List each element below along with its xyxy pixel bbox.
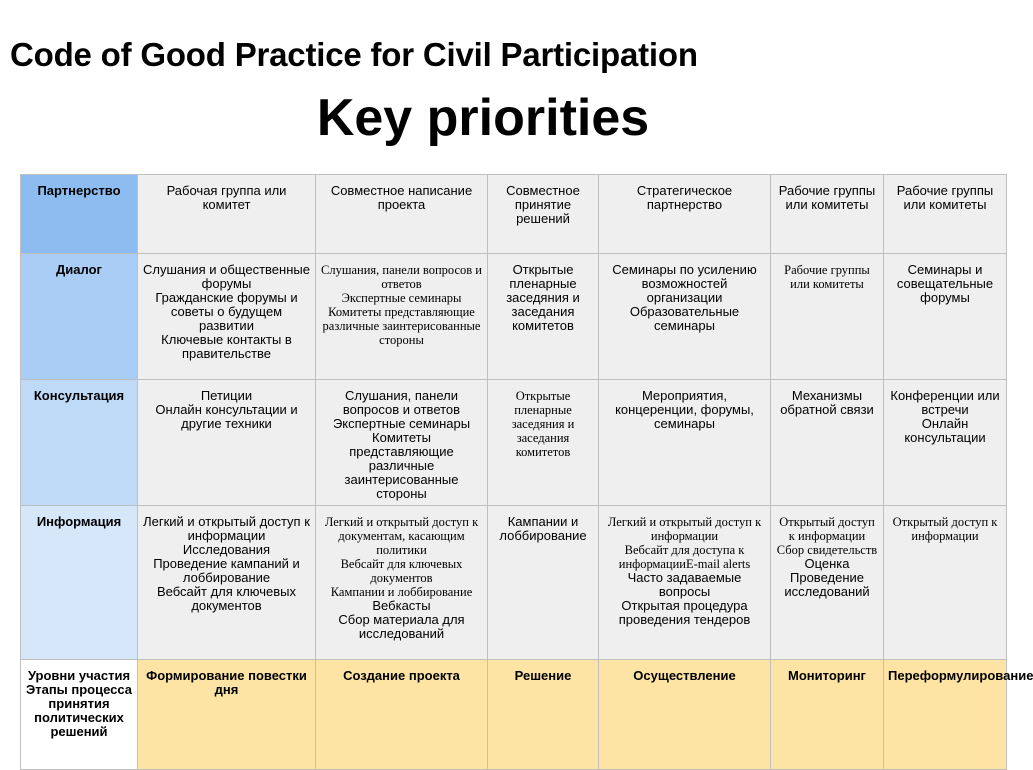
- table-row: [21, 506, 1007, 660]
- cell-line: Легкий и открытый доступ к документам, касающим политики: [324, 515, 479, 557]
- cell-line: Образовательные семинары: [629, 304, 740, 333]
- table-cell: [884, 506, 1007, 660]
- cell-line: Комитеты представляющие различные заинтерисованные стороны: [322, 305, 481, 347]
- cell-line: Открытые пленарные заседяния и заседания комитетов: [506, 262, 580, 333]
- table-cell: [488, 175, 599, 254]
- cell-line: Оценка: [804, 556, 850, 571]
- stage-cell: Мониторинг: [771, 660, 884, 770]
- cell-line: Вебсайт для ключевых документов: [340, 557, 463, 585]
- cell-line: Онлайн консультации: [904, 416, 986, 445]
- cell-line: Мероприятия, концеренции, форумы, семинары: [615, 388, 754, 431]
- cell-line: Часто задаваемые вопросы: [627, 570, 742, 599]
- page-subtitle: Key priorities: [316, 89, 650, 147]
- cell-line: Слушания, панели вопросов и ответов: [342, 388, 461, 417]
- cell-line: Легкий и открытый доступ к информации: [143, 514, 310, 543]
- table-cell: [599, 506, 771, 660]
- cell-line: Проведение кампаний и лоббирование: [153, 556, 300, 585]
- cell-line: Вебкасты: [372, 598, 431, 613]
- table-cell: [771, 254, 884, 380]
- cell-line: Петиции: [200, 388, 253, 403]
- table-cell: [138, 175, 316, 254]
- stage-cell: Формирование повестки дня: [138, 660, 316, 770]
- row-header: Партнерство: [21, 175, 138, 254]
- stage-cell: Переформулирование: [884, 660, 1007, 770]
- table-cell: [884, 380, 1007, 506]
- table-cell: [316, 254, 488, 380]
- cell-line: Открытый доступ к информации: [892, 515, 998, 543]
- cell-line: Комитеты представляющие различные заинтерисованные стороны: [344, 430, 459, 501]
- stages-label: Уровни участия Этапы процесса принятия политических решений: [21, 660, 138, 770]
- cell-line: Исследования: [182, 542, 271, 557]
- cell-line: Рабочие группы или комитеты: [896, 183, 994, 212]
- table-row: [21, 380, 1007, 506]
- cell-line: Проведение исследований: [784, 570, 870, 599]
- cell-line: Слушания и общественные форумы: [143, 262, 310, 291]
- row-header: Информация: [21, 506, 138, 660]
- cell-line: Сбор материала для исследований: [338, 612, 465, 641]
- cell-line: Слушания, панели вопросов и ответов: [321, 263, 482, 291]
- cell-line: Совместное принятие решений: [506, 183, 580, 226]
- table-cell: [138, 506, 316, 660]
- table-cell: [316, 380, 488, 506]
- cell-line: Механизмы обратной связи: [780, 388, 874, 417]
- table-cell: [488, 380, 599, 506]
- cell-line: Стратегическое партнерство: [636, 183, 733, 212]
- table-row: [21, 175, 1007, 254]
- cell-line: Рабочие группы или комитеты: [784, 263, 870, 291]
- table-cell: [599, 175, 771, 254]
- cell-line: Семинары по усилению возможностей организации: [612, 262, 757, 305]
- cell-line: Конференции или встречи: [890, 388, 1000, 417]
- table-cell: [488, 506, 599, 660]
- cell-line: Кампании и лоббирование: [330, 585, 473, 599]
- cell-line: Рабочая группа или комитет: [166, 183, 287, 212]
- priorities-table: [20, 174, 1033, 770]
- cell-line: Открытые пленарные заседяния и заседания комитетов: [511, 389, 575, 459]
- stages-row: [21, 660, 1007, 770]
- stage-cell: Создание проекта: [316, 660, 488, 770]
- table-cell: [599, 380, 771, 506]
- table-cell: [488, 254, 599, 380]
- row-header: Консультация: [21, 380, 138, 506]
- cell-line: Открытая процедура проведения тендеров: [618, 598, 751, 627]
- cell-line: Гражданские форумы и советы о будущем развитии: [155, 290, 298, 333]
- table-cell: [884, 254, 1007, 380]
- cell-line: Ключевые контакты в правительстве: [161, 332, 292, 361]
- table-cell: [884, 175, 1007, 254]
- table-row: [21, 254, 1007, 380]
- cell-line: Легкий и открытый доступ к информации: [607, 515, 762, 543]
- cell-line: Рабочие группы или комитеты: [778, 183, 876, 212]
- table-cell: [316, 175, 488, 254]
- table-cell: [771, 380, 884, 506]
- cell-line: Кампании и лоббирование: [499, 514, 587, 543]
- cell-line: Вебсайт для доступа к информацииE-mail alerts: [618, 543, 751, 571]
- cell-line: Открытый доступ к информации: [779, 515, 875, 543]
- row-header: Диалог: [21, 254, 138, 380]
- cell-line: Семинары и совещательные форумы: [896, 262, 994, 305]
- page-title: Code of Good Practice for Civil Participation: [10, 36, 698, 73]
- table-cell: [771, 506, 884, 660]
- table-cell: [771, 175, 884, 254]
- stage-cell: Решение: [488, 660, 599, 770]
- table-cell: [316, 506, 488, 660]
- cell-line: Экспертные семинары: [332, 416, 471, 431]
- stage-cell: Осуществление: [599, 660, 771, 770]
- table-cell: [138, 380, 316, 506]
- table-cell: [138, 254, 316, 380]
- cell-line: Сбор свидетельств: [776, 543, 878, 557]
- table-cell: [599, 254, 771, 380]
- cell-line: Вебсайт для ключевых документов: [156, 584, 297, 613]
- cell-line: Совместное написание проекта: [330, 183, 473, 212]
- cell-line: Экспертные семинары: [341, 291, 462, 305]
- cell-line: Онлайн консультации и другие техники: [155, 402, 298, 431]
